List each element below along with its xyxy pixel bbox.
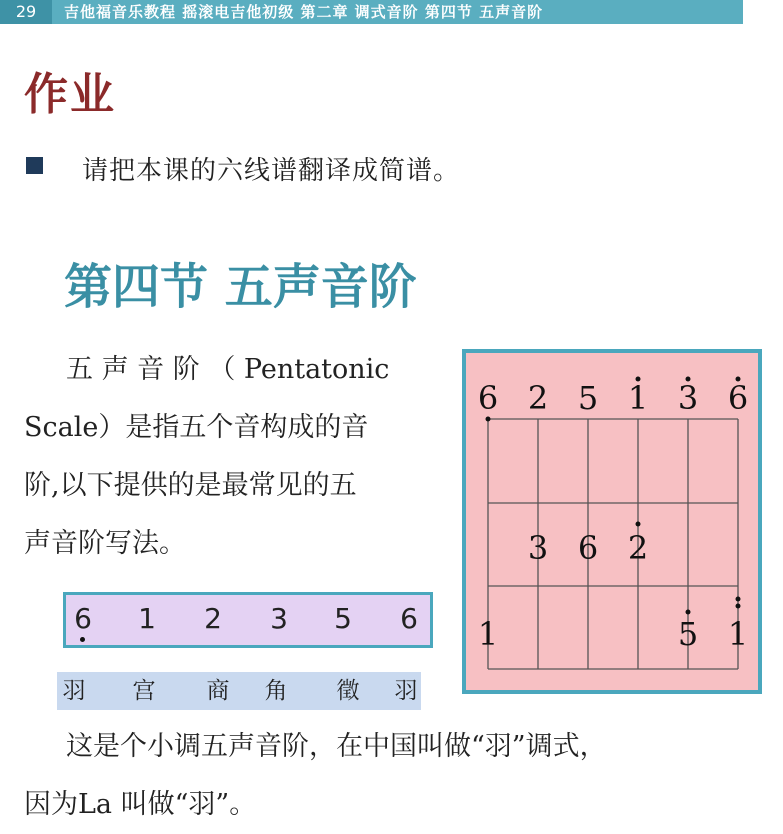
mid-note: 2 <box>627 529 649 567</box>
page-number: 29 <box>0 0 52 24</box>
paragraph-line-1: 五 声 音 阶 （ Pentatonic <box>66 354 390 385</box>
scale-note: 5 <box>334 602 352 635</box>
scale-note: 2 <box>204 602 222 635</box>
degree-name: 角 <box>264 678 288 704</box>
section-title: 第四节 五声音阶 <box>64 259 417 315</box>
top-note: 5 <box>577 379 599 417</box>
degree-name: 商 <box>206 678 230 704</box>
homework-title: 作业 <box>24 69 116 120</box>
scale-note: 3 <box>270 602 288 635</box>
scale-note: 6 <box>400 602 418 635</box>
fretboard-grid <box>466 353 758 690</box>
low-octave-dot <box>80 637 85 642</box>
top-note: 2 <box>527 379 549 417</box>
closing-line-2: 因为La 叫做“羽”。 <box>24 789 257 820</box>
degree-name: 宫 <box>132 678 156 704</box>
header-bar <box>0 0 743 24</box>
top-note: 3 <box>677 379 699 417</box>
degree-name: 徵 <box>336 678 360 704</box>
pentatonic-scale-box <box>63 592 433 648</box>
top-note: 6 <box>727 379 749 417</box>
paragraph-line-2: Scale）是指五个音构成的音 <box>24 412 369 443</box>
top-note: 1 <box>627 379 649 417</box>
degree-name: 羽 <box>62 678 86 704</box>
fretboard-diagram <box>462 349 762 694</box>
mid-note: 6 <box>577 529 599 567</box>
paragraph-line-3: 阶,以下提供的是最常见的五 <box>24 470 357 501</box>
mid-note: 3 <box>527 529 549 567</box>
bullet-square-icon <box>26 157 43 174</box>
scale-degree-names <box>57 672 421 710</box>
bottom-note: 1 <box>477 615 499 653</box>
bottom-note: 1 <box>727 615 749 653</box>
homework-text: 请把本课的六线谱翻译成简谱。 <box>82 156 461 186</box>
scale-note: 1 <box>138 602 156 635</box>
degree-name: 羽 <box>394 678 418 704</box>
header-title: 吉他福音乐教程 摇滚电吉他初级 第二章 调式音阶 第四节 五声音阶 <box>64 3 544 21</box>
top-note: 6 <box>477 379 499 417</box>
paragraph-line-4: 声音阶写法。 <box>24 528 186 559</box>
bottom-note: 5 <box>677 615 699 653</box>
closing-line-1: 这是个小调五声音阶，在中国叫做“羽”调式， <box>66 731 607 762</box>
scale-note: 6 <box>74 602 92 635</box>
